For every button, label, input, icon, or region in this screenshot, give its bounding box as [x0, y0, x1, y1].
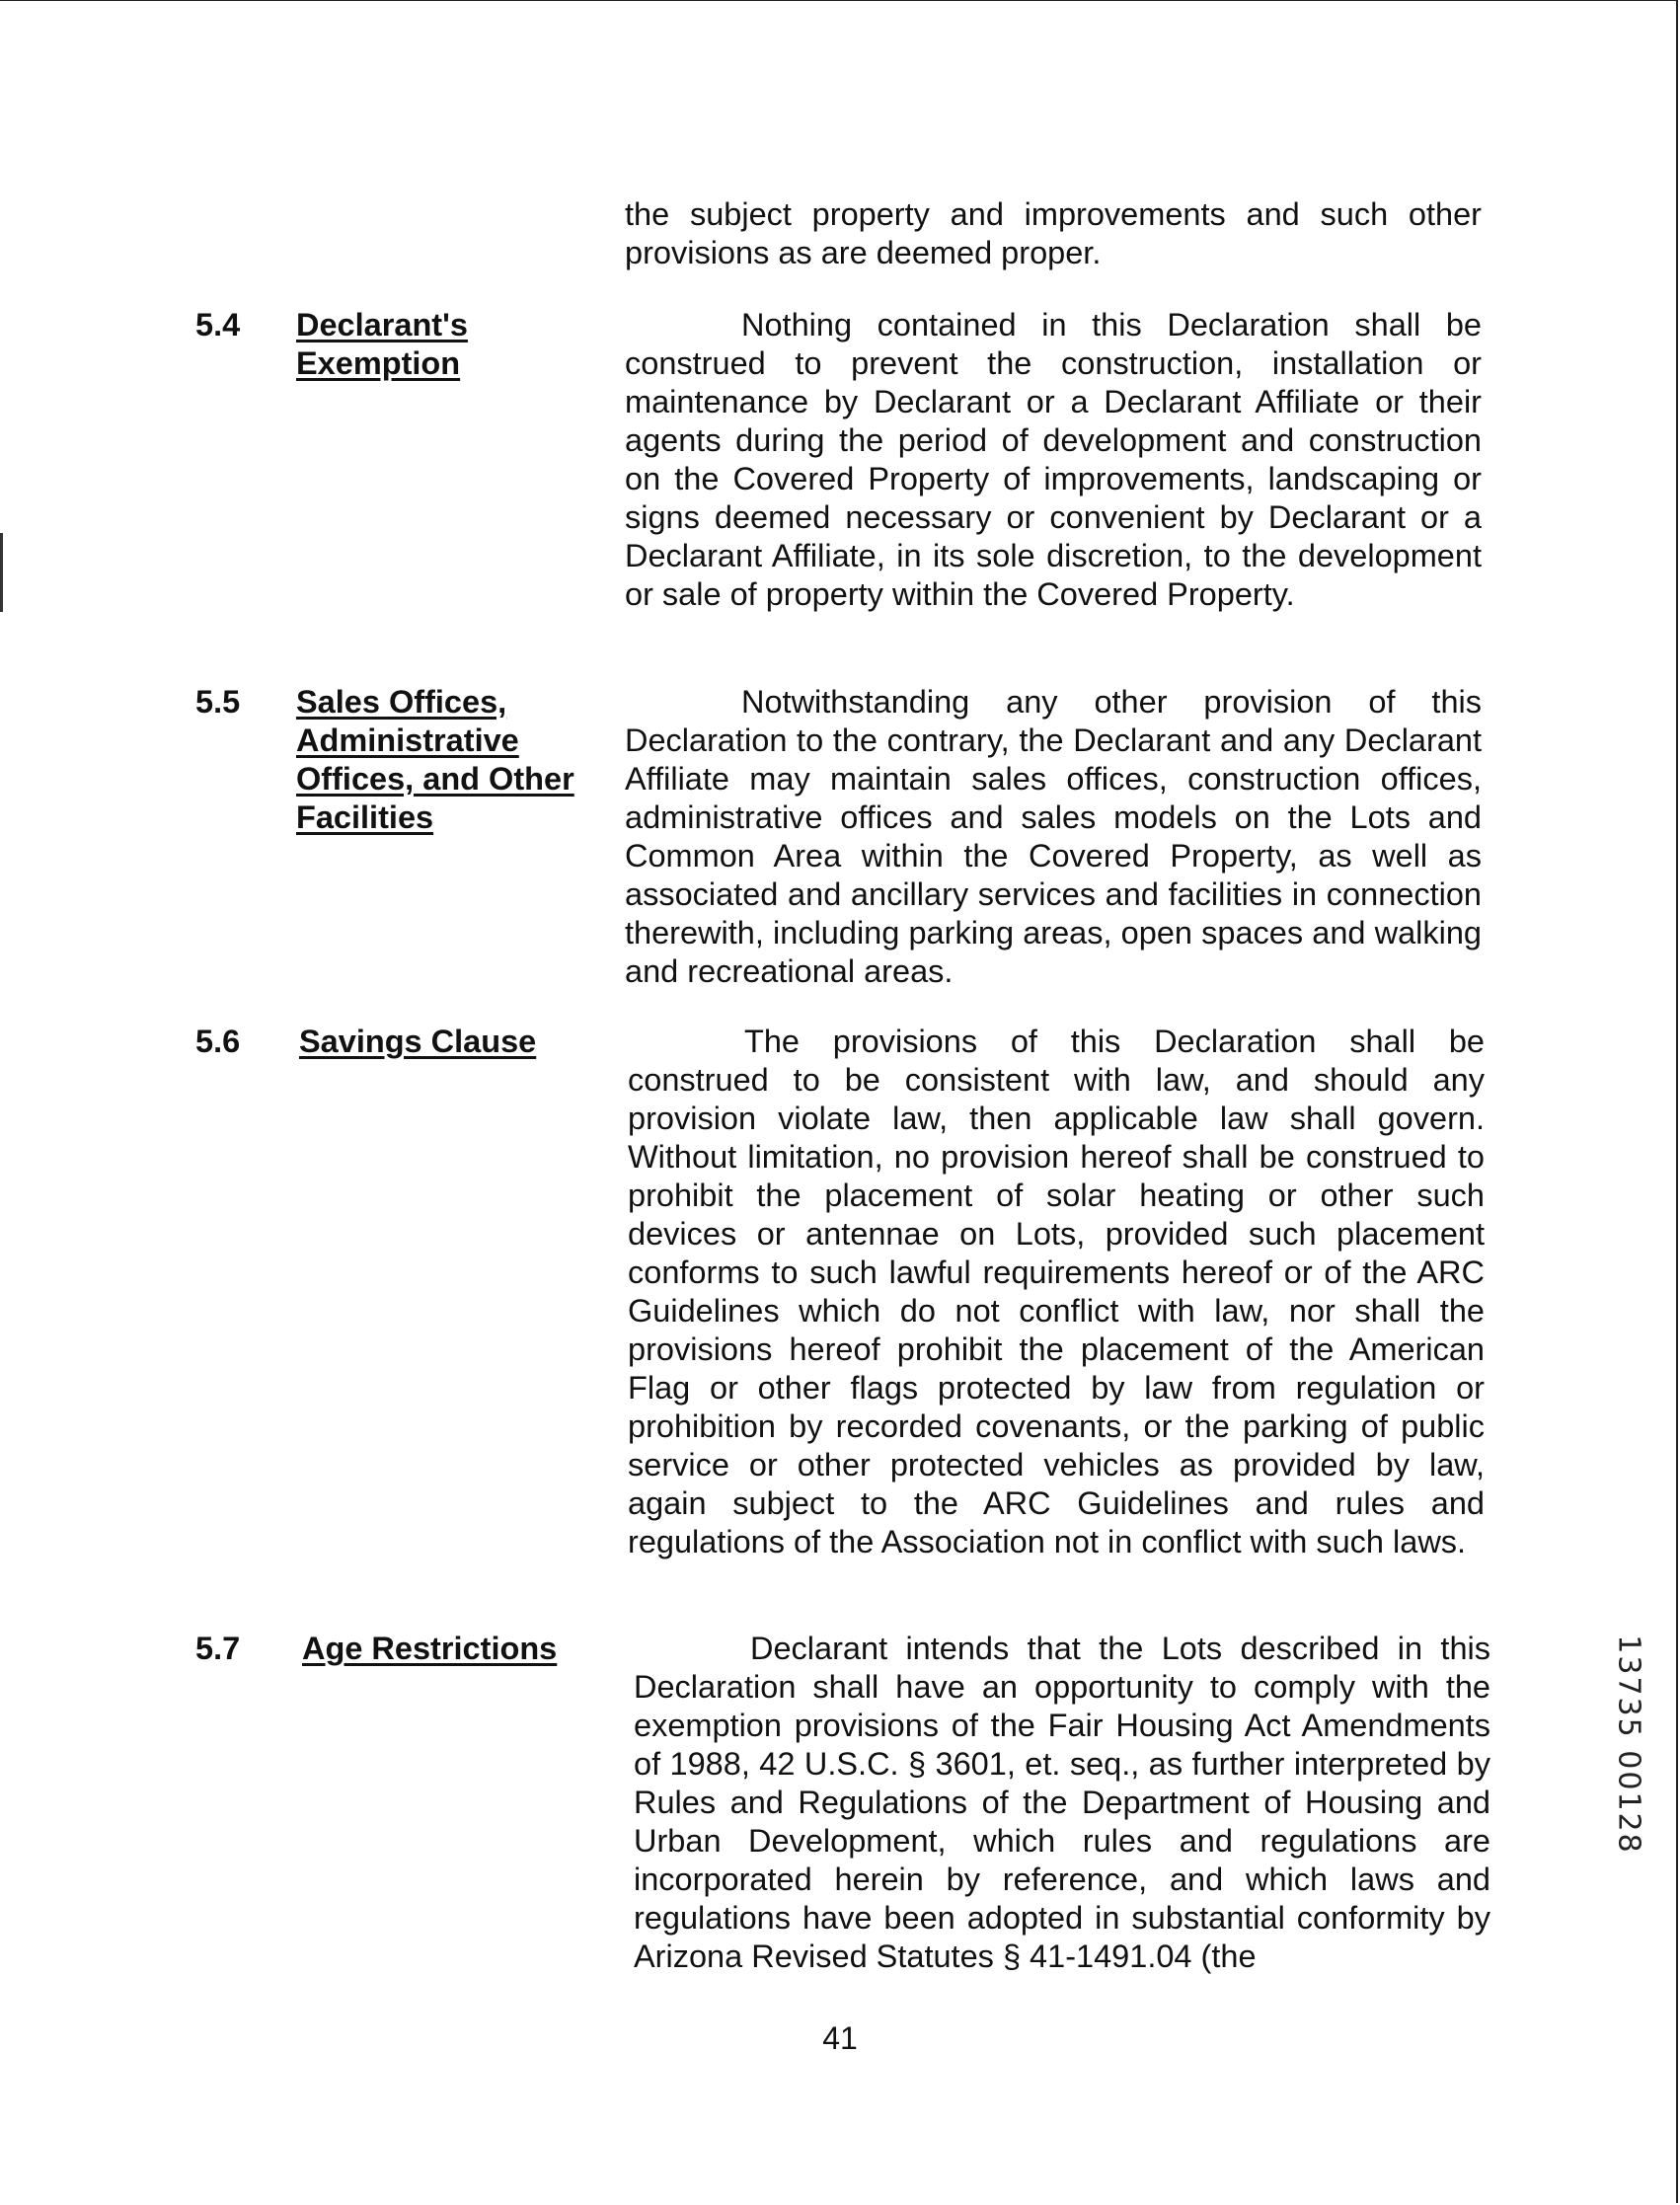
continuation-paragraph: the subject property and improvements and such other provisions as are deemed proper.: [625, 196, 1482, 270]
section-number: 5.4: [195, 307, 241, 342]
section-heading: Age Restrictions: [302, 1631, 558, 1666]
section-heading: Savings Clause: [299, 1024, 537, 1059]
section-number: 5.6: [195, 1024, 241, 1059]
page-number: 41: [822, 2020, 858, 2056]
section-heading: Sales Offices, Administrative Offices, and Other Facilities: [296, 684, 574, 835]
section-number: 5.7: [195, 1631, 241, 1666]
section-body: Notwithstanding any other provision of this Declaration to the contrary, the Declarant and any Declarant Affiliate may maintain sales offices, construction offices, administrative offices and sales models on the Lots and Common Area within the Covered Property, as well as associated and ancillary services and facilities in connection therewith, including parking areas, open spaces and walking and recreational areas.: [625, 684, 1482, 989]
section-body: Nothing contained in this Declaration shall be construed to prevent the construction, installation or maintenance by Declarant or a Declarant Affiliate or their agents during the period of development and construction on the Covered Property of improvements, landscaping or signs deemed necessary or convenient by Declarant or a Declarant Affiliate, in its sole discretion, to the development or sale of property within the Covered Property.: [625, 307, 1482, 612]
recording-stamp: [1609, 1591, 1648, 1897]
section-number: 5.5: [195, 684, 241, 720]
recording-stamp-text: 13735 00128: [1611, 1634, 1646, 1855]
section-heading: Declarant's Exemption: [296, 307, 468, 381]
section-body: The provisions of this Declaration shall be construed to be consistent with law, and should any provision violate law, then applicable law shall govern. Without limitation, no provision hereof shall be construed to prohibit the placement of solar heating or other such devices or antennae on Lots, provided such placement conforms to such lawful requirements hereof or of the ARC Guidelines which do not conflict with law, nor shall the provisions hereof prohibit the placement of the American Flag or other flags protected by law from regulation or prohibition by recorded covenants, or the parking of public service or other protected vehicles as provided by law, again subject to the ARC Guidelines and rules and regulations of the Association not in conflict with such laws.: [628, 1024, 1485, 1559]
section-body: Declarant intends that the Lots described in this Declaration shall have an opportunity to comply with the exemption provisions of the Fair Housing Act Amendments of 1988, 42 U.S.C. § 3601, et. seq., as further interpreted by Rules and Regulations of the Department of Housing and Urban Development, which rules and regulations are incorporated herein by reference, and which laws and regulations have been adopted in substantial conformity by Arizona Revised Statutes § 41-1491.04 (the: [634, 1631, 1490, 1974]
scan-edge-mark: [0, 533, 3, 612]
